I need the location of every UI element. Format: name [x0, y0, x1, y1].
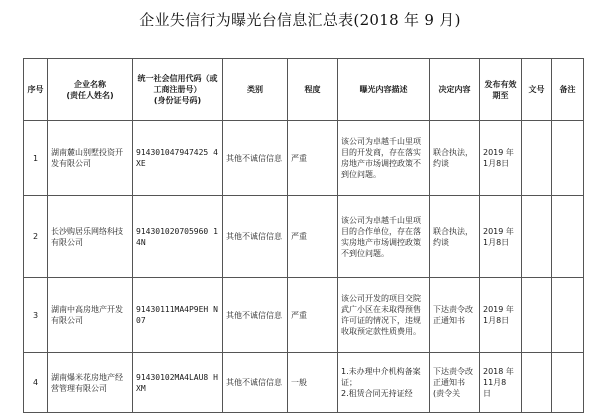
- header-company-label: 企业名称: [74, 79, 106, 89]
- cell-degree: 严重: [288, 278, 338, 353]
- cell-category: 其他不诚信信息: [223, 353, 288, 413]
- cell-description: 该公司开发的项目交院武广小区在未取得预售许可证的情况下，违规收取预定款性质费用。: [338, 278, 430, 353]
- cell-decision: 联合执法，约谈: [430, 196, 480, 278]
- cell-seq: 2: [24, 196, 48, 278]
- table-row: [24, 353, 584, 413]
- cell-expiry: 2019 年 1月8日: [480, 278, 522, 353]
- header-credit-code-label: 统一社会信用代码（或工商注册号）: [137, 74, 218, 94]
- cell-seq: 1: [24, 121, 48, 196]
- cell-company: 湖南麓山别墅投资开发有限公司: [48, 121, 133, 196]
- cell-decision: 下达责令改正通知书(责令关: [430, 353, 480, 413]
- cell-degree: 严重: [288, 196, 338, 278]
- cell-seq: 3: [24, 278, 48, 353]
- cell-company: 长沙购居乐网络科技有限公司: [48, 196, 133, 278]
- cell-company: 湖南中高房地产开发有限公司: [48, 278, 133, 353]
- cell-doc-no: [522, 196, 552, 278]
- cell-decision: 下达责令改正通知书: [430, 278, 480, 353]
- page-title: 企业失信行为曝光台信息汇总表(2018 年 9 月): [139, 11, 461, 29]
- cell-doc-no: [522, 353, 552, 413]
- header-remark: 备注: [552, 59, 584, 121]
- cell-degree: 一般: [288, 353, 338, 413]
- cell-remark: [552, 196, 584, 278]
- header-row: [24, 59, 584, 121]
- cell-credit-code: 914301020705960 14N: [133, 196, 223, 278]
- cell-remark: [552, 353, 584, 413]
- header-seq: 序号: [24, 59, 48, 121]
- header-company-sub: (责任人姓名): [66, 90, 114, 100]
- cell-company: 湖南爆米花房地产经营管理有限公司: [48, 353, 133, 413]
- cell-expiry: 2018 年 11月8 日: [480, 353, 522, 413]
- header-degree: 程度: [288, 59, 338, 121]
- cell-expiry: 2019 年 1月8日: [480, 121, 522, 196]
- cell-credit-code: 91430111MA4P9EH N07: [133, 278, 223, 353]
- cell-doc-no: [522, 121, 552, 196]
- table-row: [24, 121, 584, 196]
- cell-decision: 联合执法，约谈: [430, 121, 480, 196]
- credit-exposure-table: [23, 58, 584, 413]
- header-credit-code: [133, 59, 223, 121]
- cell-degree: 严重: [288, 121, 338, 196]
- header-expiry: 发布有效期至: [480, 59, 522, 121]
- cell-expiry: 2019 年 1月8日: [480, 196, 522, 278]
- header-category: 类别: [223, 59, 288, 121]
- cell-category: 其他不诚信信息: [223, 196, 288, 278]
- header-company: [48, 59, 133, 121]
- cell-seq: 4: [24, 353, 48, 413]
- cell-description: 该公司为卓越千山里项目的合作单位，存在落实房地产市场调控政策不到位问题。: [338, 196, 430, 278]
- header-doc-no: 文号: [522, 59, 552, 121]
- table-row: [24, 196, 584, 278]
- cell-credit-code: 914301047947425 4XE: [133, 121, 223, 196]
- cell-remark: [552, 121, 584, 196]
- cell-category: 其他不诚信信息: [223, 121, 288, 196]
- cell-remark: [552, 278, 584, 353]
- cell-doc-no: [522, 278, 552, 353]
- header-credit-code-sub: (身份证号码): [153, 96, 202, 105]
- header-description: 曝光内容描述: [338, 59, 430, 121]
- cell-category: 其他不诚信信息: [223, 278, 288, 353]
- header-decision: 决定内容: [430, 59, 480, 121]
- cell-credit-code: 91430102MA4LAU8 HXM: [133, 353, 223, 413]
- table-row: [24, 278, 584, 353]
- cell-description: 该公司为卓越千山里项目的开发商，存在落实房地产市场调控政策不到位问题。: [338, 121, 430, 196]
- cell-description: 1.未办理中介机构备案证； 2.租赁合同无持证经: [338, 353, 430, 413]
